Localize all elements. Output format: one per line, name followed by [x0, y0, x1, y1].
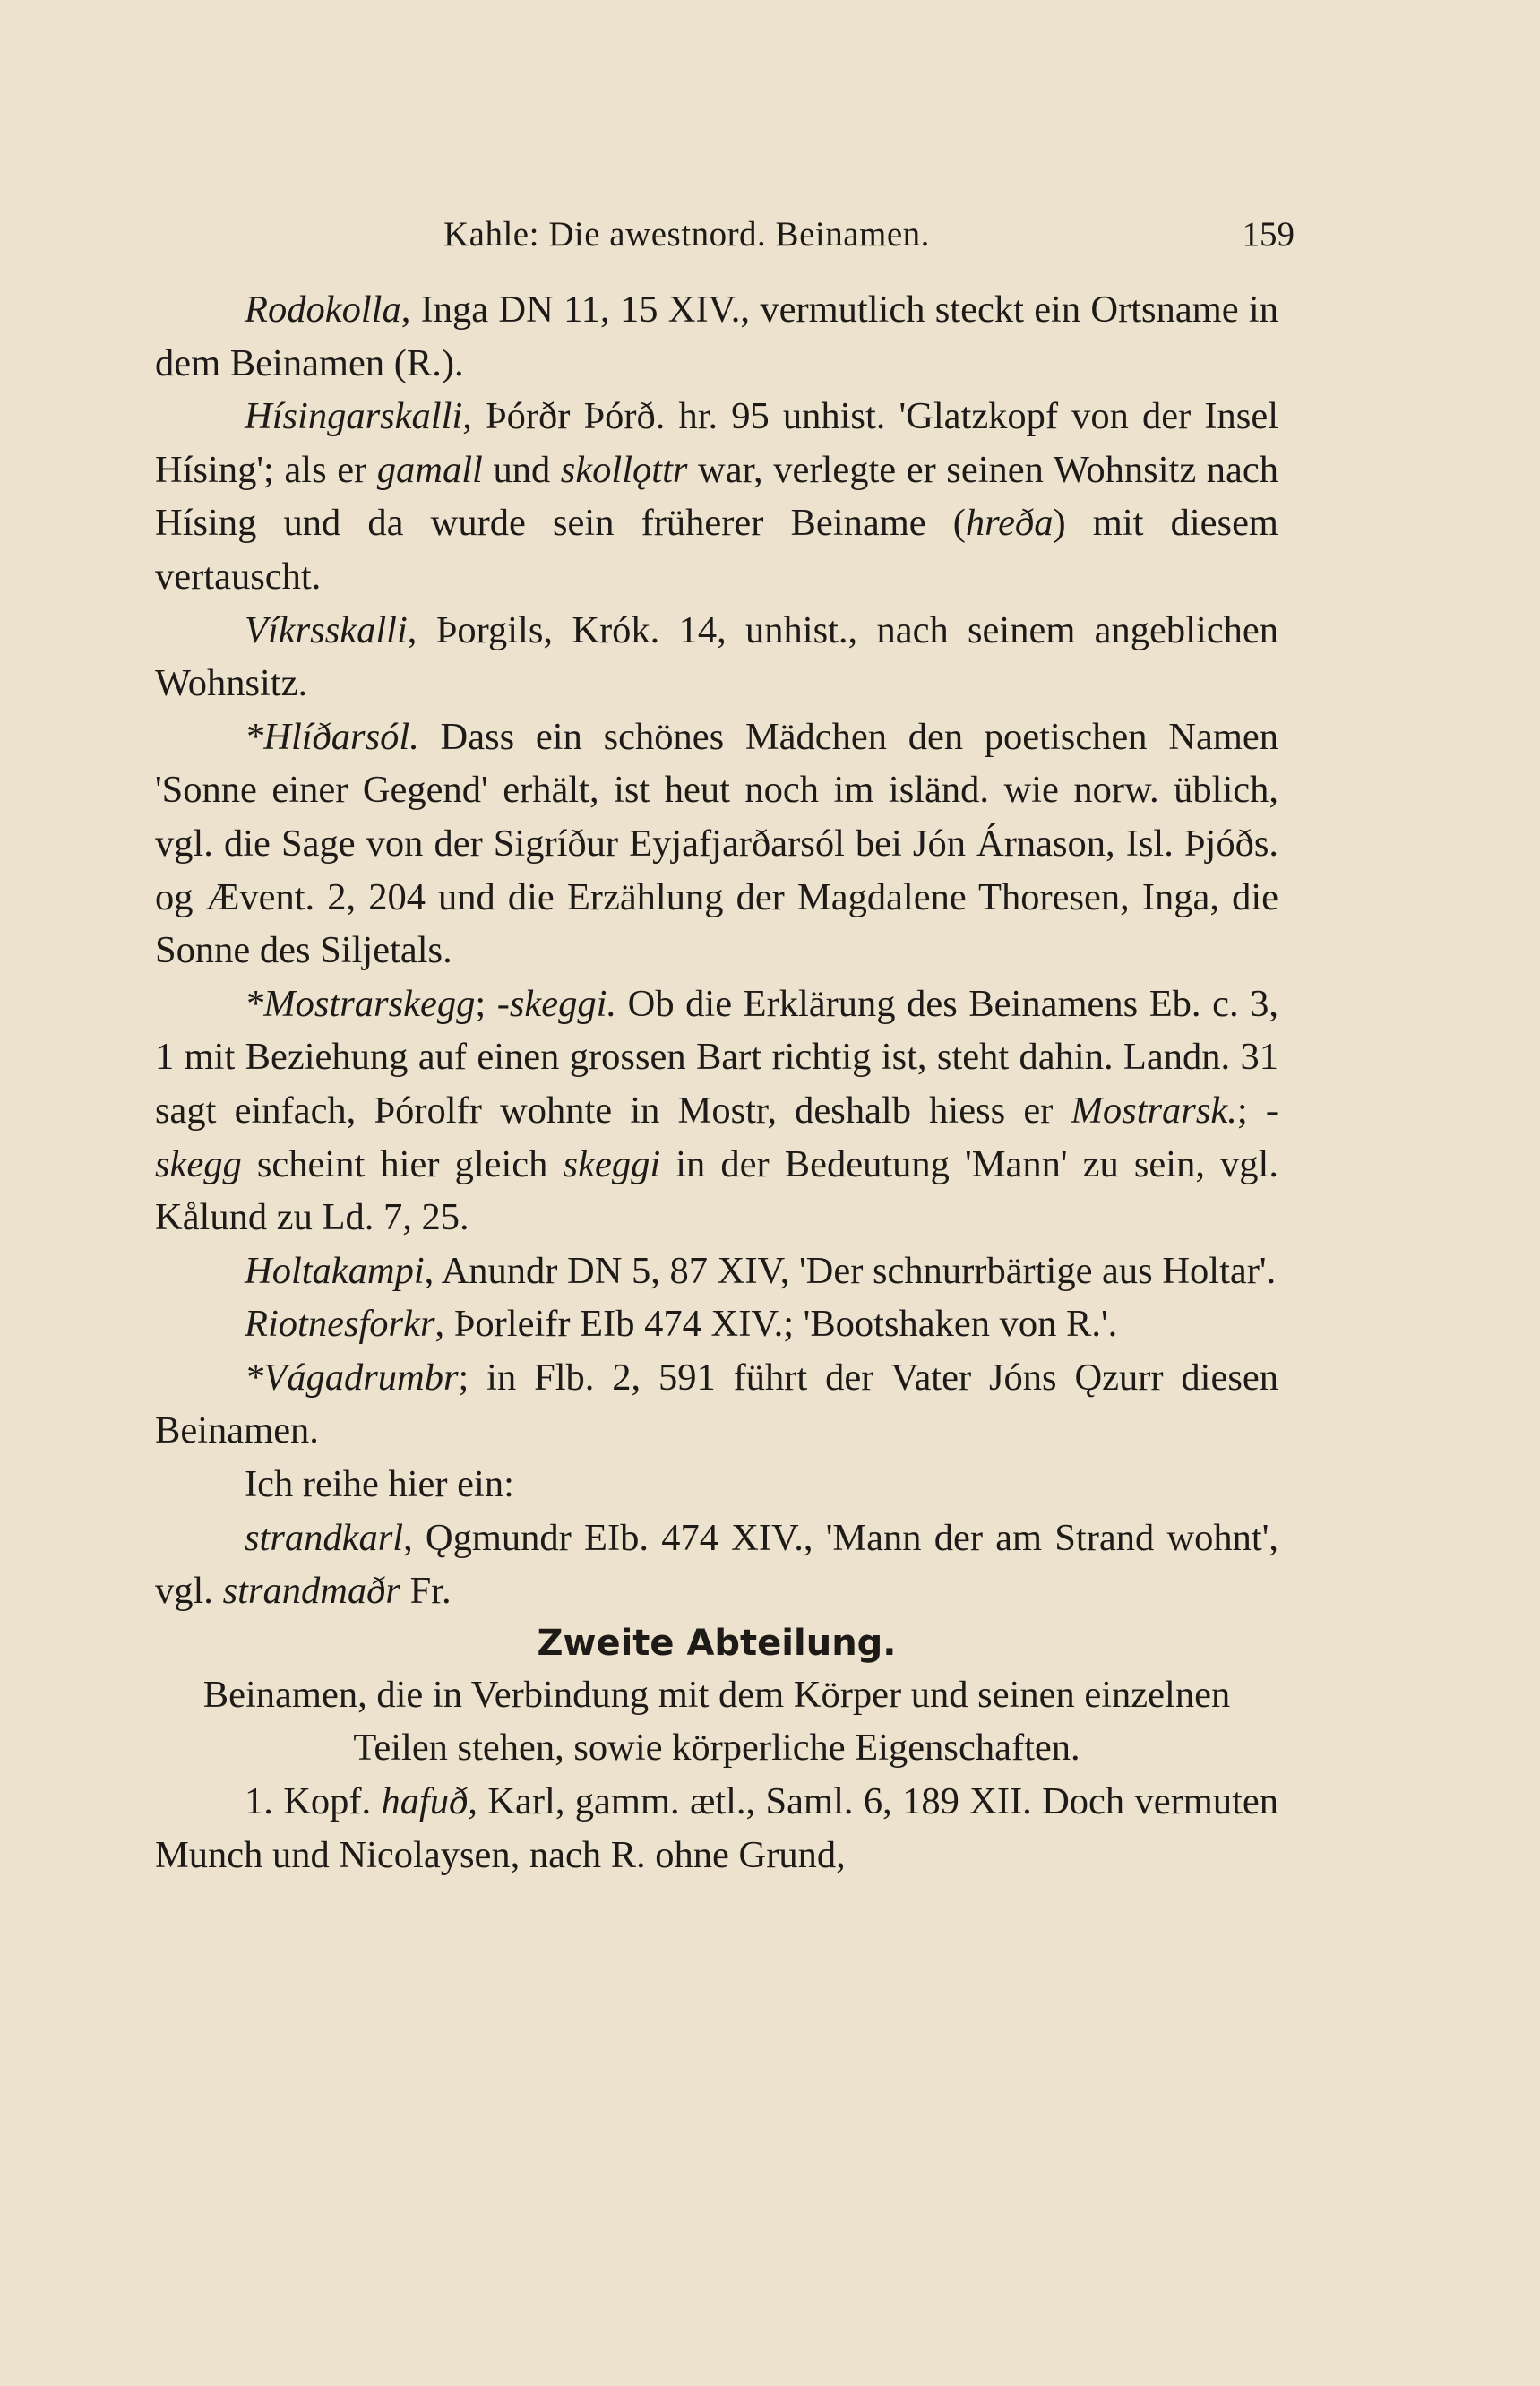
entry-emphasis: -skegg [155, 1089, 1279, 1185]
entry-text: war, verlegte er seinen Wohnsitz nach Hísing und da wurde sein früherer Beiname ( [155, 448, 1278, 545]
entry-term: Víkrsskalli [245, 608, 408, 651]
entry-riotnesforkr [155, 1297, 1278, 1351]
entry-vikrsskalli [155, 604, 1278, 711]
entry-text: Dass ein schönes Mädchen den poetischen Namen 'Sonne einer Gegend' erhält, ist heut noch im isländ. wie norw. üblich, vgl. die Sage von der Sigríður Eyjafjarðarsól bei Jón Árnason, Isl. Þjóðs. og Ævent. 2, 204 und die Erzählung der Magdalene Thoresen, Inga, die Sonne des Siljetals. [155, 715, 1278, 972]
entry-text: ) mit diesem vertauscht. [155, 502, 1278, 598]
entry-text: Ob die Erklärung des Beinamens Eb. c. 3, 1 mit Beziehung auf einen grossen Bart richtig ist, steht dahin. Landn. 31 sagt einfach, Þórolfr wohnte in Mostr, deshalb hiess er [155, 982, 1279, 1132]
entry-text: Fr. [400, 1570, 452, 1613]
entry-text: ; [1236, 1089, 1266, 1132]
entry-emphasis: Mostrarsk. [1071, 1089, 1237, 1132]
entry-emphasis: skollǫttr [560, 448, 688, 491]
entry-term: strandkarl [245, 1516, 404, 1559]
entry-kopf [155, 1775, 1278, 1882]
entry-hlidarsol [155, 711, 1278, 978]
section-intro: Beinamen, die in Verbindung mit dem Körper und seinen einzelnen Teilen stehen, sowie körperliche Eigenschaften. [202, 1673, 1231, 1770]
entry-term: Hísingarskalli [245, 395, 463, 438]
page-number: 159 [1242, 215, 1295, 254]
entry-strandkarl [155, 1512, 1278, 1618]
entry-rodokolla [155, 283, 1278, 390]
entry-text: , Ǫgmundr EIb. 474 XIV., 'Mann der am Strand wohnt', vgl. [155, 1516, 1278, 1613]
entry-vagadrumbr [155, 1351, 1278, 1458]
entry-text: , Þórðr Þórð. hr. 95 unhist. 'Glatzkopf von der Insel Hísing'; als er [155, 395, 1278, 491]
entry-term: Holtakampi [245, 1249, 425, 1292]
entry-emphasis: hreða [965, 502, 1054, 545]
entry-emphasis: strandmaðr [222, 1570, 400, 1613]
entry-text: , Þorleifr EIb 474 XIV.; 'Bootshaken von R.'. [434, 1303, 1118, 1346]
entry-text: , Þorgils, Krók. 14, unhist., nach seinem angeblichen Wohnsitz. [155, 608, 1278, 705]
section-heading: Zweite Abteilung. [537, 1622, 897, 1664]
entry-mostrarskegg [155, 978, 1278, 1245]
entry-term: Riotnesforkr [245, 1303, 435, 1346]
entry-emphasis: -skeggi. [496, 982, 617, 1025]
entry-term: *Mostrarskegg [245, 982, 476, 1025]
entry-text: scheint hier gleich [241, 1142, 564, 1185]
page-header [443, 208, 1295, 262]
entry-text: , Anundr DN 5, 87 XIV, 'Der schnurrbärtige aus Holtar'. [424, 1249, 1277, 1292]
entry-text: in der Bedeutung 'Mann' zu sein, vgl. Kålund zu Ld. 7, 25. [155, 1142, 1278, 1239]
entry-term: *Hlíðarsól. [245, 715, 419, 758]
entry-text: , Inga DN 11, 15 XIV., vermutlich steckt ein Ortsname in dem Beinamen (R.). [155, 289, 1278, 384]
entry-term: hafuð [381, 1780, 469, 1823]
entry-emphasis: gamall [376, 448, 483, 491]
entry-lead: 1. Kopf. [245, 1780, 382, 1823]
entry-term: Rodokolla [245, 289, 401, 331]
entry-text: ; [475, 982, 497, 1025]
text-body [155, 283, 1278, 1882]
entry-emphasis: skeggi [563, 1142, 661, 1185]
entry-text: , Karl, gamm. ætl., Saml. 6, 189 XII. Doch vermuten Munch und Nicolaysen, nach R. ohne Grund, [155, 1780, 1278, 1876]
entry-text: Ich reihe hier ein: [245, 1463, 514, 1506]
entry-text: und [482, 448, 561, 491]
entry-holtakampi [155, 1245, 1278, 1298]
entry-term: *Vágadrumbr [245, 1356, 459, 1399]
insertion-note [155, 1458, 1278, 1512]
entry-text: ; in Flb. 2, 591 führt der Vater Jóns Ǫzurr diesen Beinamen. [155, 1356, 1278, 1452]
entry-hisingarskalli [155, 390, 1278, 603]
running-title: Kahle: Die awestnord. Beinamen. [443, 215, 930, 254]
